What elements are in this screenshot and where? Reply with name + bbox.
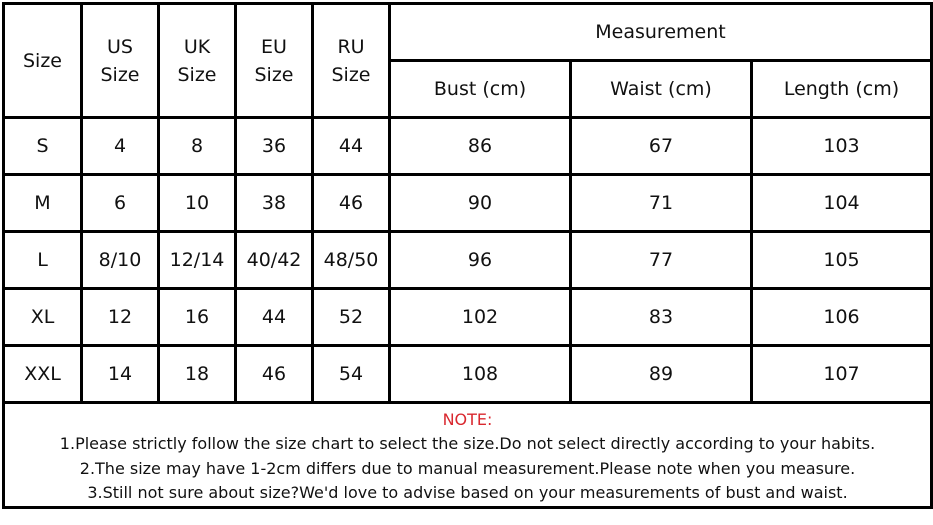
header-ru-size: [313, 4, 390, 118]
cell-eu: 36: [236, 118, 313, 175]
header-us-size: [82, 4, 159, 118]
cell-ru: 48/50: [313, 232, 390, 289]
cell-length: 105: [752, 232, 932, 289]
header-length-label: Length (cm): [783, 78, 900, 100]
cell-length: 103: [752, 118, 932, 175]
table-row: [4, 346, 932, 403]
header-us-line2: Size: [100, 63, 140, 86]
cell-bust: 102: [390, 289, 571, 346]
header-uk-line1: UK: [183, 35, 211, 58]
cell-size: XXL: [4, 346, 82, 403]
cell-bust: 86: [390, 118, 571, 175]
header-bust-label: Bust (cm): [433, 78, 527, 100]
notes-cell: [4, 403, 932, 508]
header-uk-size: [159, 4, 236, 118]
header-bust: [390, 61, 571, 118]
header-eu-line2: Size: [254, 63, 294, 86]
header-waist: [571, 61, 752, 118]
note-line-1: 1.Please strictly follow the size chart to select the size.Do not select directly according to your habits.: [59, 434, 876, 453]
cell-waist: 83: [571, 289, 752, 346]
notes-row: [4, 403, 932, 508]
header-measurement: [390, 4, 932, 61]
cell-us: 6: [82, 175, 159, 232]
cell-size: M: [4, 175, 82, 232]
cell-length: 106: [752, 289, 932, 346]
cell-size: L: [4, 232, 82, 289]
header-length: [752, 61, 932, 118]
header-row-top: [4, 4, 932, 61]
cell-eu: 44: [236, 289, 313, 346]
cell-ru: 44: [313, 118, 390, 175]
header-size: [4, 4, 82, 118]
cell-uk: 10: [159, 175, 236, 232]
cell-uk: 8: [159, 118, 236, 175]
cell-eu: 40/42: [236, 232, 313, 289]
header-ru-line2: Size: [331, 63, 371, 86]
cell-ru: 54: [313, 346, 390, 403]
cell-waist: 77: [571, 232, 752, 289]
cell-length: 107: [752, 346, 932, 403]
cell-us: 12: [82, 289, 159, 346]
cell-uk: 12/14: [159, 232, 236, 289]
cell-waist: 71: [571, 175, 752, 232]
cell-eu: 38: [236, 175, 313, 232]
header-size-label: Size: [22, 49, 62, 72]
cell-bust: 90: [390, 175, 571, 232]
header-uk-line2: Size: [177, 63, 217, 86]
note-line-2: 2.The size may have 1-2cm differs due to manual measurement.Please note when you measure.: [79, 458, 856, 478]
cell-uk: 16: [159, 289, 236, 346]
cell-us: 14: [82, 346, 159, 403]
cell-uk: 18: [159, 346, 236, 403]
table-row: [4, 118, 932, 175]
table-row: [4, 289, 932, 346]
cell-size: XL: [4, 289, 82, 346]
cell-waist: 67: [571, 118, 752, 175]
cell-us: 4: [82, 118, 159, 175]
cell-size: S: [4, 118, 82, 175]
cell-bust: 96: [390, 232, 571, 289]
cell-bust: 108: [390, 346, 571, 403]
table-row: [4, 175, 932, 232]
header-waist-label: Waist (cm): [610, 78, 712, 100]
header-us-line1: US: [107, 35, 133, 58]
cell-length: 104: [752, 175, 932, 232]
table-row: [4, 232, 932, 289]
note-line-3: 3.Still not sure about size?We'd love to advise based on your measurements of bust and waist.: [87, 483, 848, 502]
size-chart-table: [2, 2, 933, 509]
header-eu-size: [236, 4, 313, 118]
header-measurement-label: Measurement: [595, 21, 726, 43]
cell-us: 8/10: [82, 232, 159, 289]
note-title: NOTE:: [442, 410, 493, 429]
cell-waist: 89: [571, 346, 752, 403]
cell-ru: 46: [313, 175, 390, 232]
cell-ru: 52: [313, 289, 390, 346]
cell-eu: 46: [236, 346, 313, 403]
header-eu-line1: EU: [261, 35, 287, 58]
header-ru-line1: RU: [337, 35, 365, 58]
